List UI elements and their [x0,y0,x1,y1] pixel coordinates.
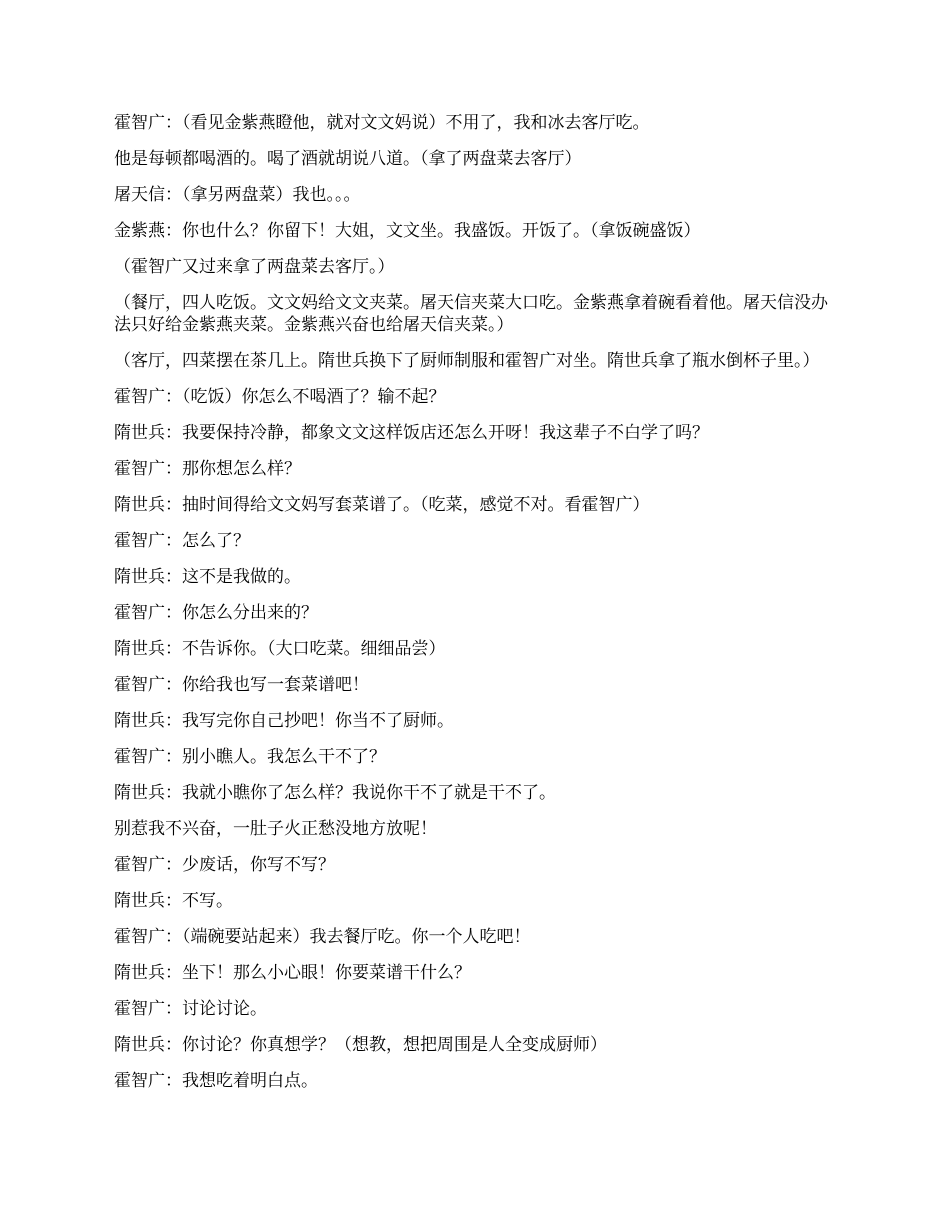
paragraph: 金紫燕：你也什么？你留下！大姐，文文坐。我盛饭。开饭了。（拿饭碗盛饭） [114,221,701,241]
paragraph: 霍智广：讨论讨论。 [114,999,267,1019]
paragraph: 霍智广：我想吃着明白点。 [114,1071,318,1091]
paragraph: （客厅，四菜摆在茶几上。隋世兵换下了厨师制服和霍智广对坐。隋世兵拿了瓶水倒杯子里。） [114,351,820,371]
paragraph: 隋世兵：不告诉你。（大口吃菜。细细品尝） [114,639,446,659]
paragraph: 隋世兵：抽时间得给文文妈写套菜谱了。（吃菜，感觉不对。看霍智广） [114,495,650,515]
paragraph: 他是每顿都喝酒的。喝了酒就胡说八道。（拿了两盘菜去客厅） [114,149,582,169]
paragraph: 隋世兵：我写完你自己抄吧！你当不了厨师。 [114,711,454,731]
paragraph: （霍智广又过来拿了两盘菜去客厅。） [114,257,395,277]
paragraph: （餐厅，四人吃饭。文文妈给文文夹菜。屠天信夹菜大口吃。金紫燕拿着碗看着他。屠天信没办法只好给金紫燕夹菜。金紫燕兴奋也给屠天信夹菜。） [114,293,828,335]
paragraph: 别惹我不兴奋，一肚子火正愁没地方放呢！ [114,819,437,839]
paragraph: 霍智广：你给我也写一套菜谱吧！ [114,675,369,695]
paragraph: 屠天信：（拿另两盘菜）我也。。。 [114,185,361,205]
paragraph: 霍智广：（看见金紫燕瞪他，就对文文妈说）不用了，我和冰去客厅吃。 [114,113,650,133]
paragraph: 隋世兵：我就小瞧你了怎么样？我说你干不了就是干不了。 [114,783,556,803]
paragraph: 隋世兵：你讨论？你真想学？（想教，想把周围是人全变成厨师） [114,1035,607,1055]
paragraph: 霍智广：（吃饭）你怎么不喝酒了？输不起？ [114,387,446,407]
paragraph: 霍智广：别小瞧人。我怎么干不了？ [114,747,386,767]
paragraph: 隋世兵：坐下！那么小心眼！你要菜谱干什么？ [114,963,471,983]
paragraph: 霍智广：你怎么分出来的？ [114,603,318,623]
paragraph: 霍智广：少废话，你写不写？ [114,855,335,875]
paragraph: 霍智广：（端碗要站起来）我去餐厅吃。你一个人吃吧！ [114,927,531,947]
document-page [114,112,844,1106]
paragraph: 隋世兵：我要保持冷静，都象文文这样饭店还怎么开呀！我这辈子不白学了吗？ [114,423,709,443]
paragraph: 隋世兵：不写。 [114,891,233,911]
paragraph: 霍智广：怎么了？ [114,531,250,551]
paragraph: 隋世兵：这不是我做的。 [114,567,301,587]
paragraph: 霍智广：那你想怎么样？ [114,459,301,479]
